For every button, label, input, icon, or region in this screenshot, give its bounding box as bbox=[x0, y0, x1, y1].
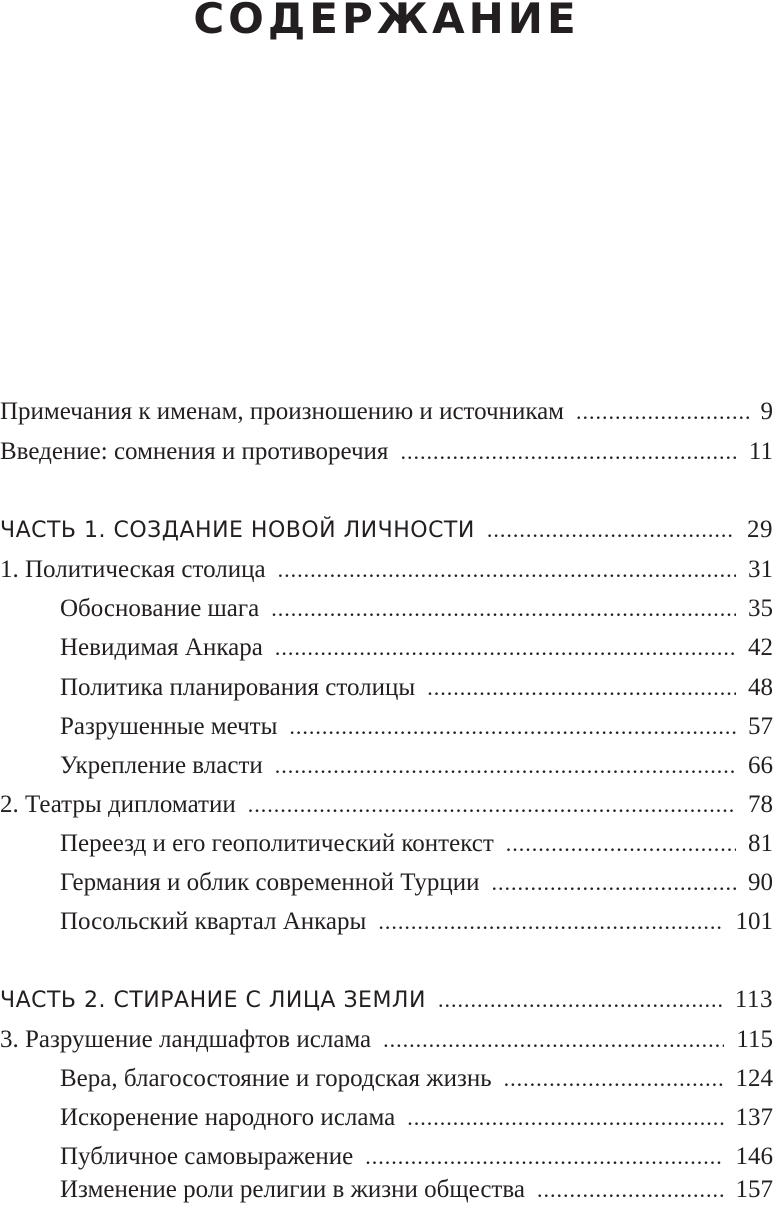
toc-section-label: Посольский квартал Анкары bbox=[60, 908, 367, 935]
toc-page-number: 90 bbox=[748, 869, 773, 896]
toc-page-number: 81 bbox=[748, 830, 773, 857]
toc-section[interactable] bbox=[0, 589, 773, 629]
dot-leader bbox=[487, 510, 735, 550]
dot-leader bbox=[275, 628, 736, 668]
dot-leader bbox=[271, 589, 736, 629]
toc-page-number: 29 bbox=[747, 516, 773, 543]
dot-leader bbox=[289, 707, 736, 747]
dot-leader bbox=[506, 824, 736, 864]
toc-chapter-2[interactable] bbox=[0, 785, 773, 825]
toc-section[interactable] bbox=[0, 902, 773, 942]
toc-section[interactable] bbox=[0, 1059, 773, 1099]
page-title: СОДЕРЖАНИЕ bbox=[193, 0, 580, 43]
toc-page-number: 11 bbox=[748, 438, 773, 465]
toc-chapter-label: 1. Политическая столица bbox=[0, 556, 266, 583]
dot-leader bbox=[383, 1020, 724, 1060]
toc-page-number: 42 bbox=[748, 634, 773, 661]
toc-page-number: 78 bbox=[748, 791, 773, 818]
toc-entry-label: Примечания к именам, произношению и источникам bbox=[0, 398, 565, 425]
toc-chapter-label: 3. Разрушение ландшафтов ислама bbox=[0, 1026, 372, 1053]
toc-page-number: 157 bbox=[735, 1176, 773, 1203]
toc-section[interactable] bbox=[0, 628, 773, 668]
toc-page-number: 146 bbox=[735, 1143, 773, 1170]
dot-leader bbox=[248, 785, 736, 825]
toc-section-label: Укрепление власти bbox=[60, 752, 263, 779]
toc-part-2[interactable] bbox=[0, 980, 773, 1020]
toc-page-number: 115 bbox=[736, 1026, 773, 1053]
toc-section-label: Изменение роли религии в жизни общества bbox=[60, 1176, 525, 1203]
toc-chapter-label: 2. Театры дипломатии bbox=[0, 791, 236, 818]
toc-section-label: Невидимая Анкара bbox=[60, 634, 263, 661]
toc-section[interactable] bbox=[0, 707, 773, 747]
toc-page-number: 31 bbox=[748, 556, 773, 583]
dot-leader bbox=[438, 980, 723, 1020]
toc-section[interactable] bbox=[0, 746, 773, 786]
dot-leader bbox=[491, 863, 736, 903]
toc-section-label: Переезд и его геополитический контекст bbox=[60, 830, 494, 857]
toc-part-label: ЧАСТЬ 1. СОЗДАНИЕ НОВОЙ ЛИЧНОСТИ bbox=[0, 518, 475, 543]
toc-part-1[interactable] bbox=[0, 510, 773, 550]
dot-leader bbox=[378, 902, 723, 942]
toc-page-number: 35 bbox=[748, 595, 773, 622]
toc-page-number: 124 bbox=[735, 1065, 773, 1092]
toc-chapter-3[interactable] bbox=[0, 1020, 773, 1060]
toc-section-label: Публичное самовыражение bbox=[60, 1143, 354, 1170]
dot-leader bbox=[576, 392, 748, 432]
dot-leader bbox=[504, 1059, 724, 1099]
toc-section-label: Германия и облик современной Турции bbox=[60, 869, 480, 896]
toc-section[interactable] bbox=[0, 1098, 773, 1138]
toc-section[interactable] bbox=[0, 824, 773, 864]
toc-page-number: 137 bbox=[735, 1104, 773, 1131]
toc-entry-label: Введение: сомнения и противоречия bbox=[0, 438, 389, 465]
toc-chapter-1[interactable] bbox=[0, 550, 773, 590]
toc-page-number: 9 bbox=[760, 398, 773, 425]
toc-page-number: 48 bbox=[748, 674, 773, 701]
toc-page-number: 101 bbox=[735, 908, 773, 935]
toc-section-label: Обоснование шага bbox=[60, 595, 260, 622]
dot-leader bbox=[278, 550, 736, 590]
toc-entry-notes[interactable] bbox=[0, 392, 773, 432]
dot-leader bbox=[275, 746, 736, 786]
toc-section-label: Политика планирования столицы bbox=[60, 674, 416, 701]
toc-page-number: 113 bbox=[734, 986, 773, 1013]
dot-leader bbox=[537, 1170, 724, 1210]
toc-section[interactable] bbox=[0, 1170, 773, 1210]
dot-leader bbox=[427, 668, 736, 708]
dot-leader bbox=[407, 1098, 723, 1138]
toc-entry-introduction[interactable] bbox=[0, 432, 773, 472]
toc-section-label: Разрушенные мечты bbox=[60, 713, 278, 740]
toc-section[interactable] bbox=[0, 668, 773, 708]
toc-page-number: 66 bbox=[748, 752, 773, 779]
toc-section-label: Вера, благосостояние и городская жизнь bbox=[60, 1065, 492, 1092]
toc-page-number: 57 bbox=[748, 713, 773, 740]
toc-section[interactable] bbox=[0, 863, 773, 903]
toc-part-label: ЧАСТЬ 2. СТИРАНИЕ С ЛИЦА ЗЕМЛИ bbox=[0, 988, 426, 1013]
toc-section-label: Искоренение народного ислама bbox=[60, 1104, 396, 1131]
dot-leader bbox=[400, 432, 736, 472]
